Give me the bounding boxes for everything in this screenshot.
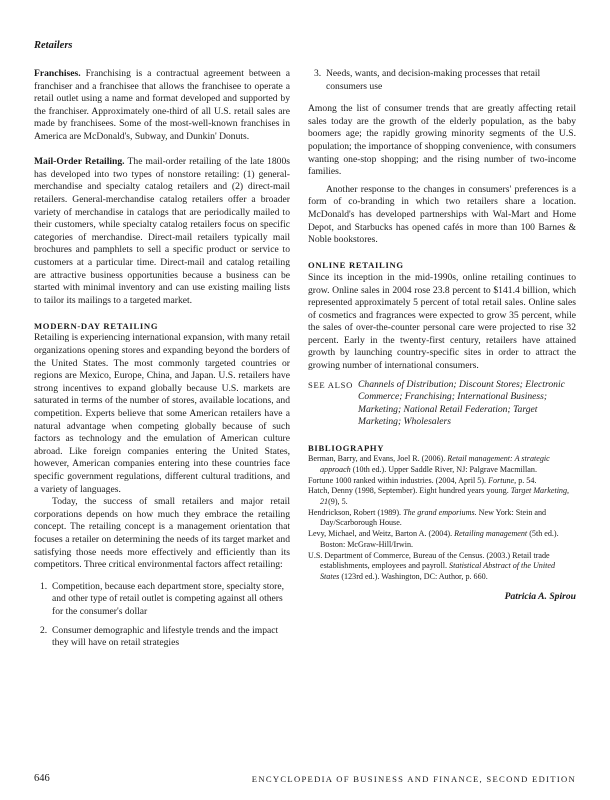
bibliography-entry: Hendrickson, Robert (1989). The grand emporiums. New York: Stein and Day/Scarborough House.	[308, 507, 547, 528]
franchises-term: Franchises.	[34, 68, 81, 79]
mail-order-paragraph	[34, 156, 290, 307]
left-column	[34, 68, 290, 656]
publication-title: ENCYCLOPEDIA OF BUSINESS AND FINANCE, SECOND EDITION	[251, 774, 576, 784]
consumer-trends-paragraph: Among the list of consumer trends that are greatly affecting retail sales today are the growth of the elderly population, as the baby boomers age; the rapidly growing minority segments of the U.S. population; the importance of shopping convenience, with consumers wanting one-stop shopping; and the rising number of two-income families.	[308, 103, 576, 178]
author-signature: Patricia A. Spirou	[504, 590, 576, 602]
bibliography-list	[308, 454, 576, 582]
bibliography-entry: Levy, Michael, and Weitz, Barton A. (2004). Retailing management (5th ed.). Boston: McGraw-Hill/Irwin.	[308, 529, 559, 549]
franchises-text: Franchising is a contractual agreement between a franchiser and a franchisee that allows the franchisee to operate a retail outlet using a name and format developed and supported by the franchiser. Approximately one-third of all U.S. retail sales are made by franchisees. Some of the most-well-known franchises in America are McDonald's, Subway, and Dunkin' Donuts.	[34, 68, 290, 142]
bibliography-entry: U.S. Department of Commerce, Bureau of the Census. (2003.) Retail trade establishments, employees and payroll. Statistical Abstract of the United States (123rd ed.). Washington, DC: Author, p. 660.	[308, 550, 555, 581]
list-item	[308, 68, 576, 93]
bibliography-entry: Fortune 1000 ranked within industries. (2004, April 5). Fortune, p. 54.	[308, 475, 537, 485]
modern-day-paragraph-1: Retailing is experiencing international expansion, with many retail organizations opening stores and expanding beyond the borders of the United States. The most commonly targeted countries or regions are Mexico, Europe, China, and Japan. U.S. retailers have strong incentives to expand globally because U.S. markets are saturated in terms of the number of stores, available locations, and competition. Experts believe that some American retailers have a natural advantage when competing globally because of such factors as technology and the emulation of American culture abroad. Like foreign companies entering the United States, however, American companies entering into these countries face specific government regulations, different cultural traditions, and a variety of languages.	[34, 332, 290, 495]
see-also	[308, 379, 576, 429]
list-item	[34, 581, 290, 619]
list-item-text: Needs, wants, and decision-making processes that retail consumers use	[326, 68, 541, 92]
list-item	[34, 625, 290, 650]
mail-order-term: Mail-Order Retailing.	[34, 156, 125, 168]
mail-order-text: The mail-order retailing of the late 1800s has developed into two types of nonstore retailing: (1) general-merchandise and specialty catalog retailers and (2) direct-mail retailers. General-merchandise catalog retailers offer a broader variety of merchandise in catalogs that are periodically mailed to their customers, while specialty catalog retailers focus on specific categories of merchandise. Direct-mail retailers typically mail brochures and pamphlets to sell a specific product or service to customers at a particular time. Direct-mail and catalog retailing are attractive business opportunities because a business can be started with minimal inventory and can use existing mailing lists to tailor its mailings to a targeted market.	[34, 156, 290, 306]
co-branding-paragraph: Another response to the changes in consumers' preferences is a form of co-branding in which two retailers share a location. McDonald's has developed partnerships with Wal-Mart and Home Depot, and Starbucks has opened cafés in more than 100 Barnes & Noble bookstores.	[308, 183, 576, 246]
running-head: Retailers	[34, 40, 73, 51]
right-column	[308, 68, 576, 603]
page-number: 646	[34, 773, 50, 784]
see-also-label: SEE ALSO	[308, 379, 353, 390]
see-also-links[interactable]: Channels of Distribution; Discount Stores; Electronic Commerce; Franchising; International Business; Marketing; National Retail Federation; Target Marketing; Wholesalers	[358, 378, 565, 428]
list-item-text: Competition, because each department store, specialty store, and other type of retail outlet is competing against all others for the consumer's dollar	[52, 580, 285, 617]
list-item-text: Consumer demographic and lifestyle trends and the impact they will have on retail strategies	[52, 624, 279, 649]
environmental-factors-list	[34, 581, 290, 650]
modern-day-paragraph-2: Today, the success of small retailers and major retail corporations depends on how much they embrace the retailing concept. The retailing concept is a management orientation that focuses a retailer on determining the needs of its target market and satisfying those needs more effectively and efficiently than its competitors. Three critical environmental factors affect retailing:	[34, 496, 290, 571]
environmental-factors-list-continued	[308, 68, 576, 93]
bibliography-entry: Berman, Barry, and Evans, Joel R. (2006). Retail management: A strategic approach (10th ed.). Upper Saddle River, NJ: Palgrave Macmillan.	[308, 454, 550, 474]
online-retailing-paragraph: Since its inception in the mid-1990s, online retailing continues to grow. Online sales in 2004 rose 23.8 percent to $141.4 billion, which represented approximately 5 percent of total retail sales. Online sales of cosmetics and fragrances were expected to grow 35 percent, while the sales of over-the-counter personal care were projected to rise 32 percent. Early in the twenty-first century, retailers have attained growth by launching country-specific sites in order to attract the growing number of international consumers.	[308, 271, 576, 372]
modern-day-heading: MODERN-DAY RETAILING	[34, 320, 159, 331]
franchises-paragraph	[34, 68, 290, 144]
list-item-number: 3.	[314, 68, 322, 79]
online-retailing-heading: ONLINE RETAILING	[308, 260, 404, 271]
bibliography-heading: BIBLIOGRAPHY	[308, 442, 385, 453]
bibliography-entry: Hatch, Denny (1998, September). Eight hundred years young. Target Marketing, 21(9), 5.	[308, 486, 570, 507]
list-item-number: 1.	[40, 580, 48, 592]
list-item-number: 2.	[40, 624, 48, 636]
